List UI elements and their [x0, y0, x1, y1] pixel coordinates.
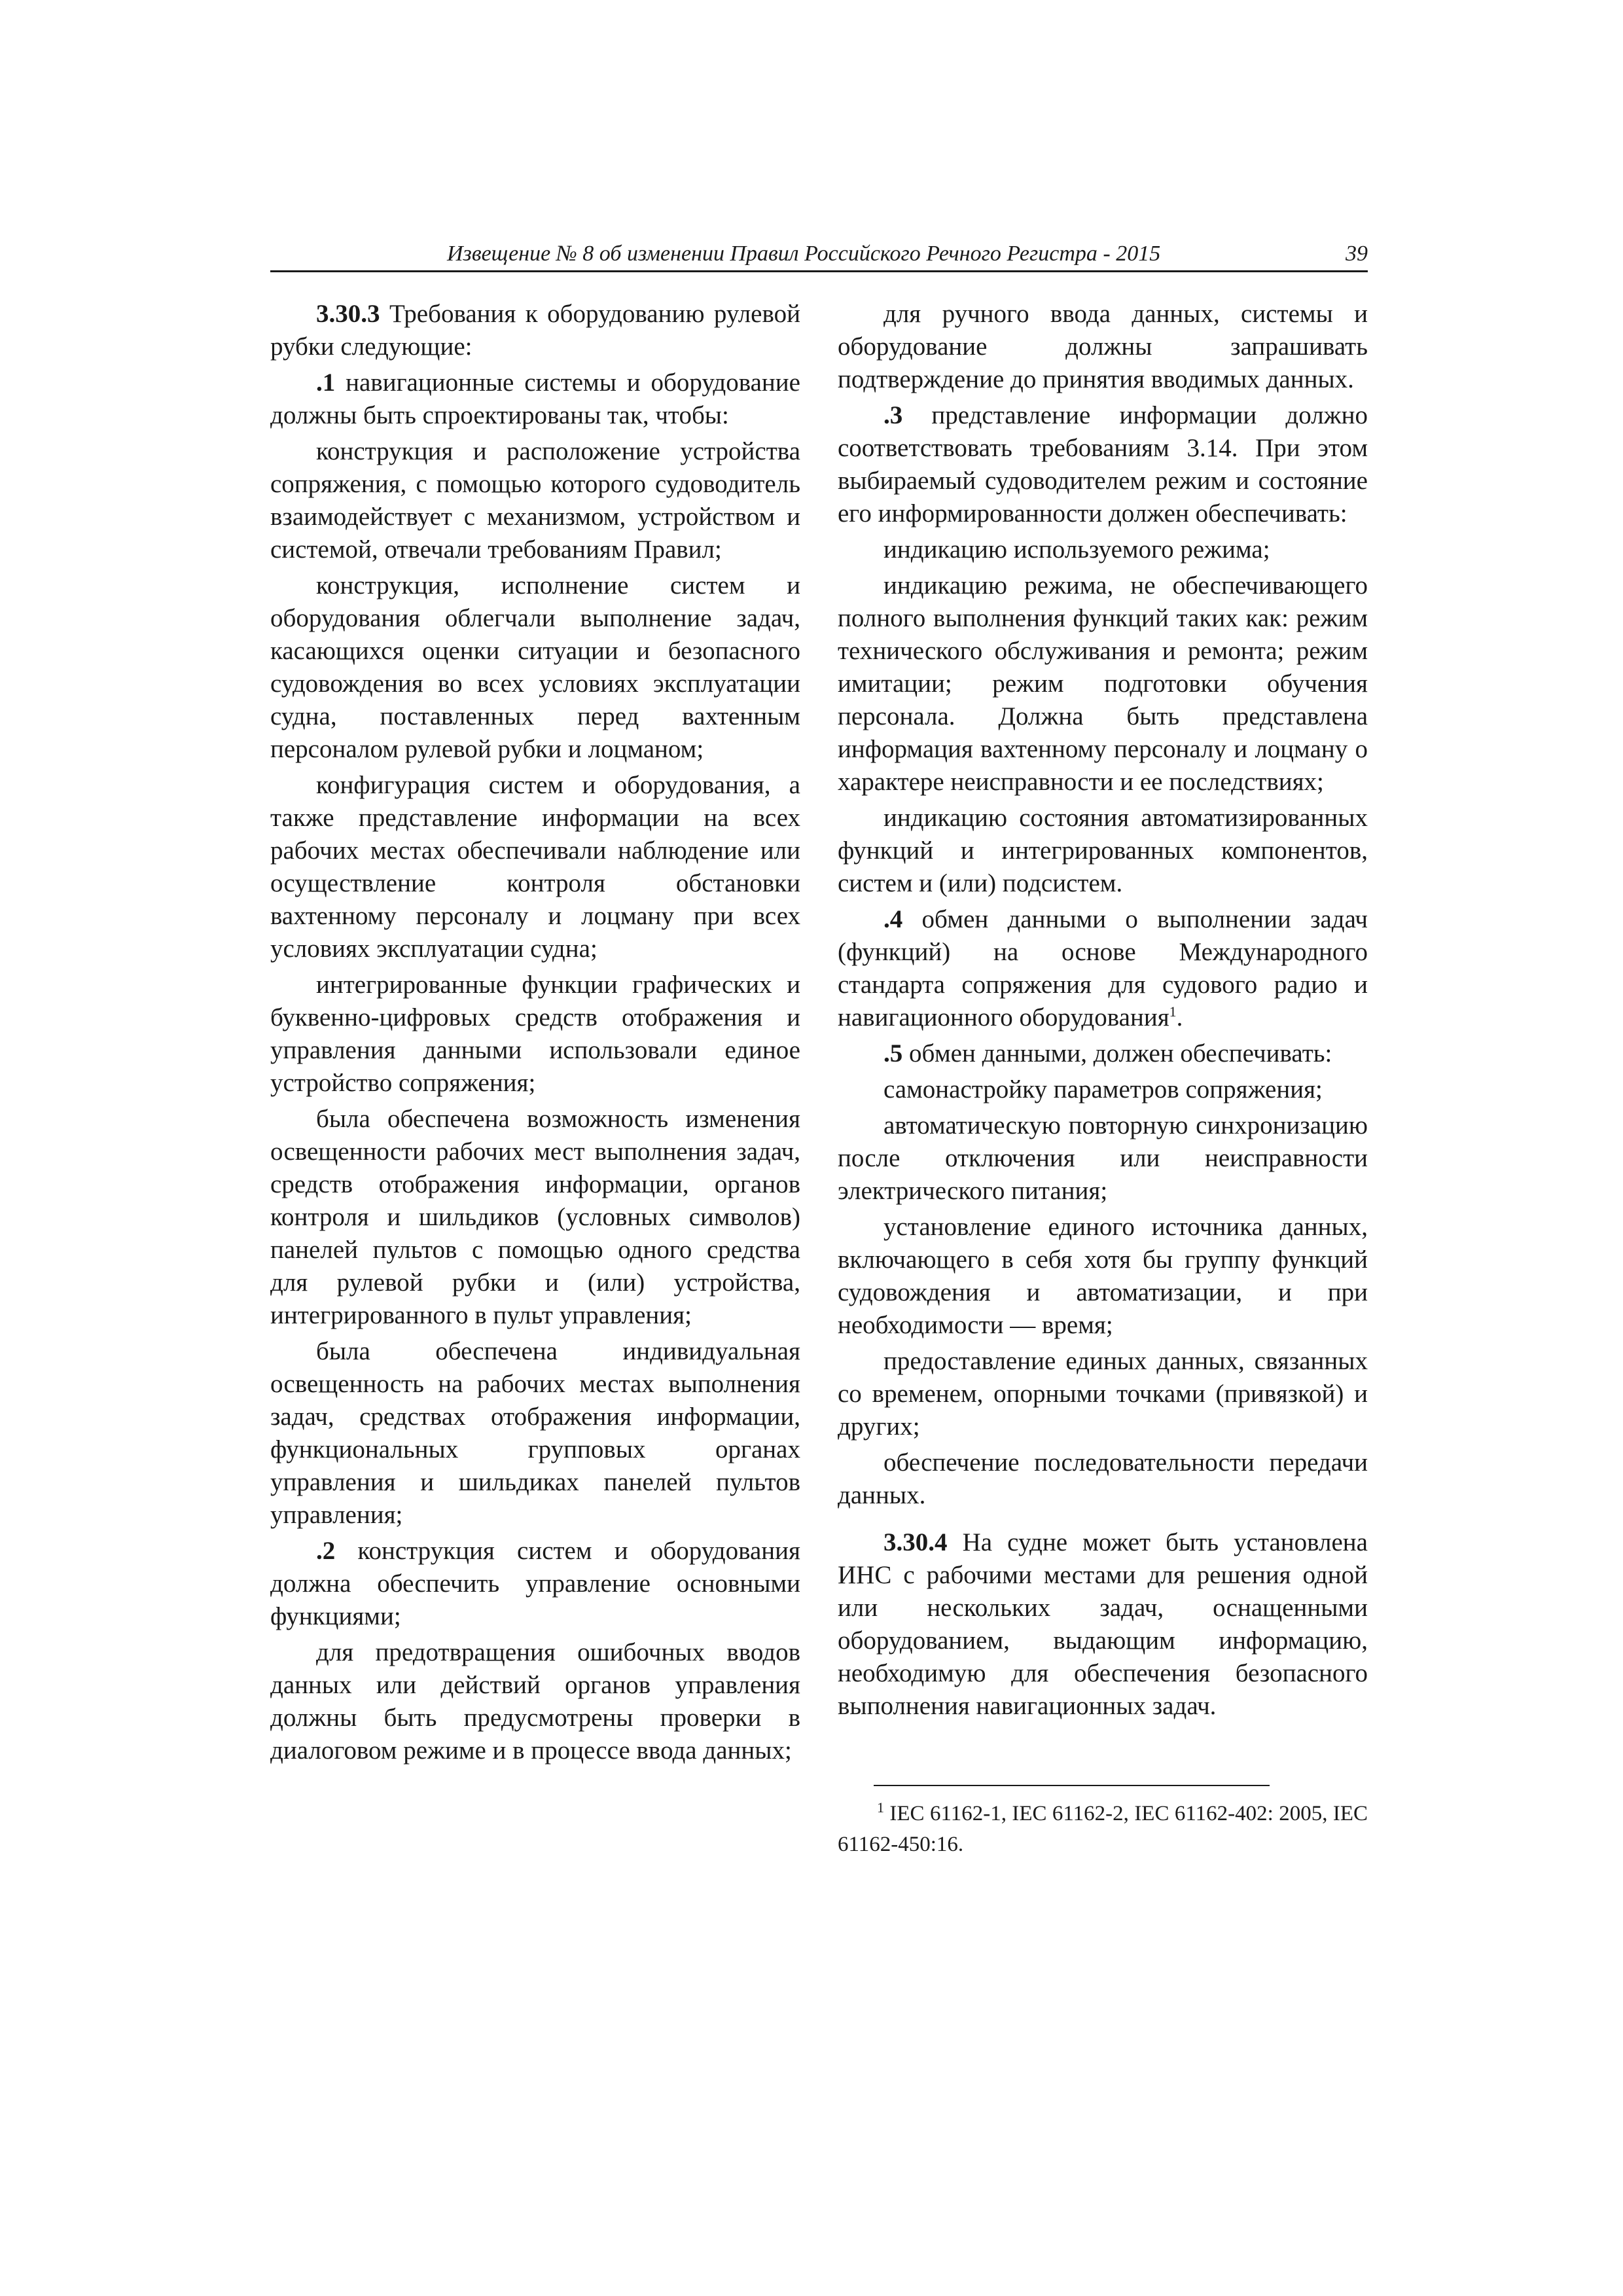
paragraph: .1 навигационные системы и оборудование должны быть спроектированы так, чтобы: [270, 368, 800, 429]
clause-number: .4 [883, 905, 903, 933]
clause-number: 3.30.3 [316, 300, 380, 328]
paragraph: конструкция, исполнение систем и оборудования облегчали выполнение задач, касающихся оценки ситуации и безопасного судовождения во всех условиях эксплуатации судна, поставленных перед вахтенным персоналом рулевой рубки и лоцманом; [270, 571, 800, 763]
paragraph: обеспечение последовательности передачи данных. [838, 1448, 1368, 1509]
paragraph: 3.30.4 На судне может быть установлена ИНС с рабочими местами для решения одной или нескольких задач, оснащенными оборудованием, выдающим информацию, необходимую для обеспечения безопасного выполнения навигационных задач. [838, 1528, 1368, 1720]
document-title: Извещение № 8 об изменении Правил Российского Речного Регистра - 2015 [447, 242, 1161, 266]
paragraph: .5 обмен данными, должен обеспечивать: [883, 1039, 1332, 1067]
paragraph: индикацию режима, не обеспечивающего полного выполнения функций таких как: режим технического обслуживания и ремонта; режим имитации; режим подготовки обучения персонала. Должна быть представлена информация вахтенному персоналу и лоцману о характере неисправности и ее последствиях; [838, 571, 1368, 796]
left-column [270, 298, 800, 1770]
clause-number: .1 [316, 368, 336, 397]
paragraph: установление единого источника данных, включающего в себя хотя бы группу функций судовождения и автоматизации, и при необходимости — время; [838, 1213, 1368, 1339]
paragraph: конфигурация систем и оборудования, а также представление информации на всех рабочих местах обеспечивали наблюдение или осуществление контроля обстановки вахтенному персоналу и лоцману при всех условиях эксплуатации судна; [270, 771, 800, 963]
page-number: 39 [1346, 242, 1368, 266]
paragraph: автоматическую повторную синхронизацию после отключения или неисправности электрического питания; [838, 1111, 1368, 1205]
paragraph: индикацию используемого режима; [883, 535, 1270, 564]
paragraph: была обеспечена индивидуальная освещенность на рабочих местах выполнения задач, средствах отображения информации, функциональных групповых органах управления и шильдиках панелей пультов управления; [270, 1337, 800, 1529]
paragraph: .4 обмен данными о выполнении задач (функций) на основе Международного стандарта сопряжения для судового радио и навигационного оборудования$^1$. [838, 905, 1368, 1031]
footnote [838, 1799, 1368, 1860]
paragraph: была обеспечена возможность изменения освещенности рабочих мест выполнения задач, средств отображения информации, органов контроля и шильдиков (условных символов) панелей пультов с помощью одного средства для рулевой рубки и (или) устройства, интегрированного в пульт управления; [270, 1105, 800, 1329]
running-header [270, 238, 1368, 272]
paragraph: конструкция и расположение устройства сопряжения, с помощью которого судоводитель взаимодействует с механизмом, устройством и системой, отвечали требованиям Правил; [270, 437, 800, 564]
paragraph: предоставление единых данных, связанных со временем, опорными точками (привязкой) и других; [838, 1347, 1368, 1441]
clause-number: 3.30.4 [883, 1528, 948, 1556]
clause-number: .2 [316, 1537, 336, 1565]
paragraph: интегрированные функции графических и буквенно-цифровых средств отображения и управления данными использовали единое устройство сопряжения; [270, 971, 800, 1097]
footnote-text: IEC 61162-1, IEC 61162-2, IEC 61162-402: 2005, IEC 61162-450:16. [838, 1802, 1368, 1856]
paragraph: индикацию состояния автоматизированных функций и интегрированных компонентов, систем и (или) подсистем. [838, 804, 1368, 897]
paragraph: самонастройку параметров сопряжения; [883, 1075, 1323, 1103]
footnote-mark[interactable]: 1 [1169, 1003, 1177, 1020]
clause-number: .5 [883, 1039, 903, 1067]
paragraph: .2 конструкция систем и оборудования должна обеспечить управление основными функциями; [270, 1537, 800, 1630]
clause-number: .3 [883, 401, 903, 429]
paragraph: .3 представление информации должно соответствовать требованиям 3.14. При этом выбираемый судоводителем режим и состояние его информированности должен обеспечивать: [838, 401, 1368, 528]
right-column [838, 298, 1368, 1726]
paragraph: для предотвращения ошибочных вводов данных или действий органов управления должны быть предусмотрены проверки в диалоговом режиме и в процессе ввода данных; [270, 1638, 800, 1765]
footnote-number: 1 [877, 1799, 884, 1816]
paragraph: для ручного ввода данных, системы и оборудование должны запрашивать подтверждение до принятия вводимых данных. [838, 300, 1368, 393]
paragraph: 3.30.3 Требования к оборудованию рулевой рубки следующие: [270, 300, 800, 361]
footnote-divider [874, 1785, 1270, 1786]
